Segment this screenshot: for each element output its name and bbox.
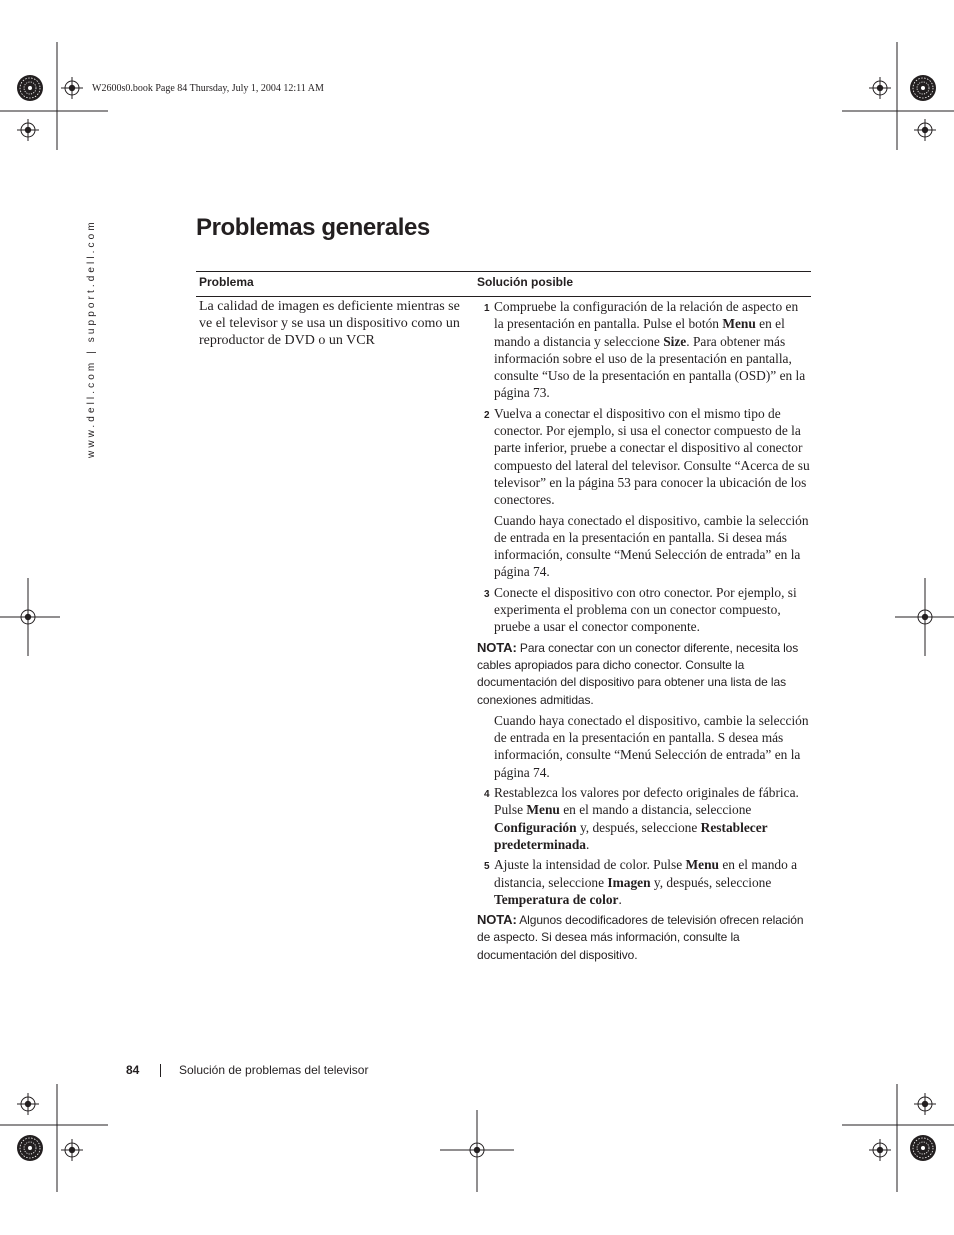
step-number: 4 xyxy=(484,789,490,801)
note xyxy=(477,639,811,709)
table-header-problem: Problema xyxy=(199,275,254,289)
page-number: 84 xyxy=(126,1063,140,1077)
step-2 xyxy=(477,405,811,509)
solution-cell xyxy=(477,298,811,967)
problem-cell: La calidad de imagen es deficiente mientras se ve el televisor y se usa un dispositivo como un reproductor de DVD o un VCR xyxy=(199,299,460,349)
step-paragraph: Cuando haya conectado el dispositivo, cambie la selección de entrada en la presentación en pantalla. Si desea más información, consulte “Menú Selección de entrada” en la página 74. xyxy=(494,512,809,580)
step-text: en el mando a distancia, seleccione xyxy=(559,802,752,818)
note-text: Para conectar con un conector diferente, necesita los cables apropiados para dicho conector. Consulte la documentación del dispositivo para obtener una lista de las conexiones admitidas. xyxy=(477,640,799,707)
print-file-info: W2600s0.book Page 84 Thursday, July 1, 2004 12:11 AM xyxy=(92,83,324,94)
step-text: y, después, seleccione xyxy=(650,874,772,890)
step-text: Vuelva a conectar el dispositivo con el mismo tipo de conector. Por ejemplo, si usa el conector compuesto de la parte inferior, pruebe a conectar el dispositivo al conector compuesto del lateral del televisor. Consulte “Acerca de su televisor” en la página 53 para conocer la ubicación de los conectores. xyxy=(494,405,810,508)
note-label: NOTA: xyxy=(477,639,517,655)
ui-term: Size xyxy=(663,333,687,349)
ui-term: Imagen xyxy=(607,874,651,890)
ui-term: Menu xyxy=(722,316,756,332)
step-3 xyxy=(477,584,811,636)
step-number: 5 xyxy=(484,861,490,873)
step-text: y, después, seleccione xyxy=(576,819,701,835)
step-number: 2 xyxy=(484,409,490,421)
step-text: Restablezca los valores por defecto originales de fábrica. Pulse xyxy=(494,785,799,818)
step-text: . Para obtener más información sobre el uso de la presentación en pantalla, consulte “Uso de la presentación en pantalla (OSD)” en la página 73. xyxy=(494,333,806,401)
footer-divider xyxy=(160,1064,161,1077)
ui-term: Restablecer predeterminada xyxy=(494,819,768,852)
step-paragraph: Cuando haya conectado el dispositivo, cambie la selección de entrada en la presentación en pantalla. S desea más información, consulte “Menú Selección de entrada” en la página 74. xyxy=(494,712,809,780)
step-text: en el mando a distancia y seleccione xyxy=(494,316,785,349)
table-top-rule xyxy=(196,271,811,272)
page-title: Problemas generales xyxy=(196,214,430,241)
sidebar-url: www.dell.com | support.dell.com xyxy=(86,219,97,458)
table-header-rule xyxy=(196,296,811,297)
ui-term: Configuración xyxy=(494,819,577,835)
ui-term: Temperatura de color xyxy=(494,891,619,907)
footer-section-title: Solución de problemas del televisor xyxy=(179,1063,369,1077)
step-1 xyxy=(477,298,811,402)
step-number: 3 xyxy=(484,588,490,600)
step-text: . xyxy=(618,891,622,907)
step-4 xyxy=(477,784,811,853)
step-text: Ajuste la intensidad de color. Pulse xyxy=(494,857,686,873)
note xyxy=(477,911,811,964)
step-text: en el mando a distancia, seleccione xyxy=(494,857,798,890)
step-text: Compruebe la configuración de la relación de aspecto en la presentación en pantalla. Pulse el botón xyxy=(494,299,799,332)
step-text: Conecte el dispositivo con otro conector. Por ejemplo, si experimenta el problema con un conector compuesto, pruebe a usar el conector componente. xyxy=(494,584,797,635)
ui-term: Menu xyxy=(685,857,720,873)
ui-term: Menu xyxy=(526,802,560,818)
step-text: . xyxy=(586,836,590,852)
step-5 xyxy=(477,856,811,908)
step-number: 1 xyxy=(484,303,490,314)
note-label: NOTA: xyxy=(477,912,517,928)
note-text: Algunos decodificadores de televisión ofrecen relación de aspecto. Si desea más información, consulte la documentación del dispositivo. xyxy=(477,913,804,962)
table-header-solution: Solución posible xyxy=(477,275,574,289)
